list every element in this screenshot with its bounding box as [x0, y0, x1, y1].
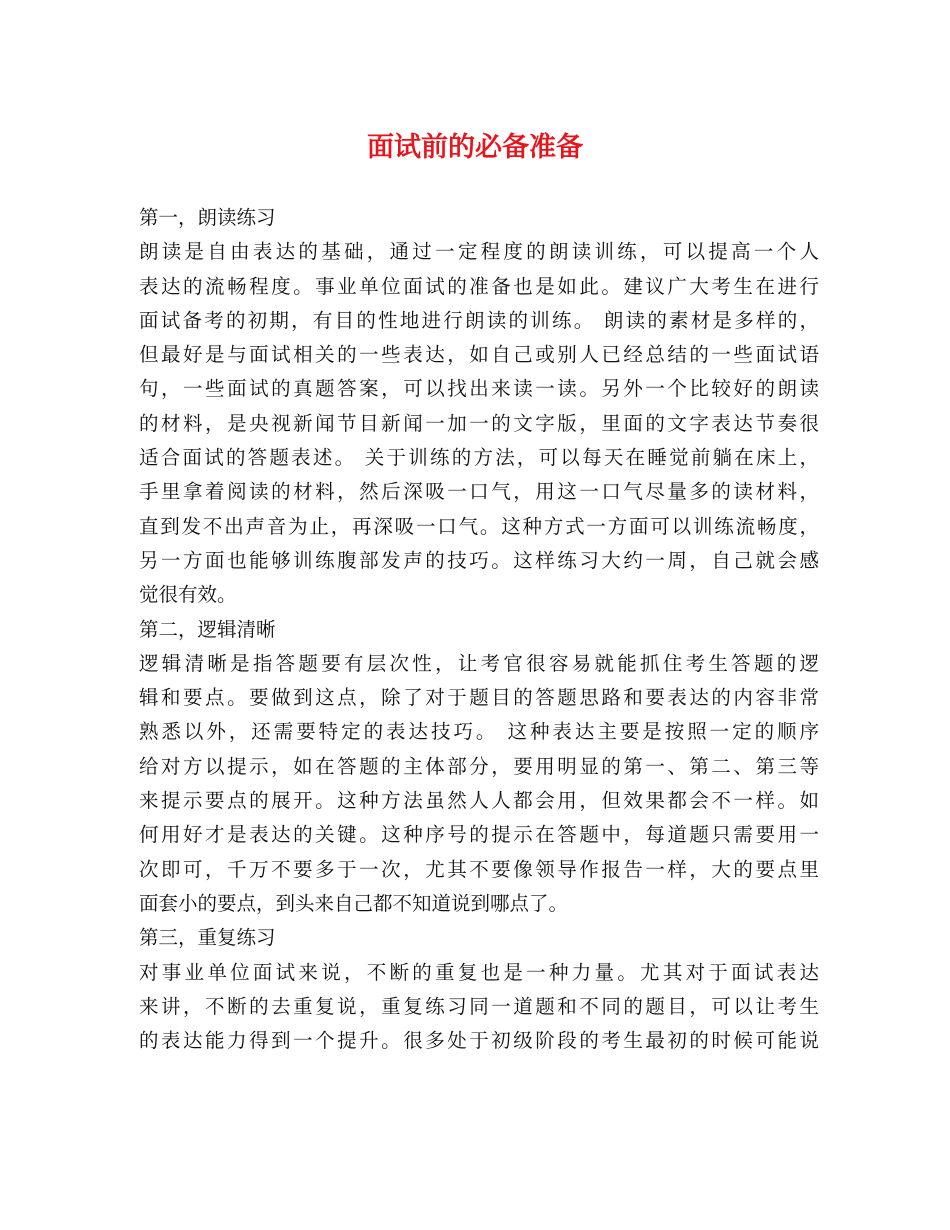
paragraph-line: 句，一些面试的真题答案，可以找出来读一读。另外一个比较好的朗读: [139, 377, 819, 401]
paragraph-line: 何用好才是表达的关键。这种序号的提示在答题中，每道题只需要用一: [139, 823, 819, 847]
paragraph-line: 辑和要点。要做到这点，除了对于题目的答题思路和要表达的内容非常: [139, 686, 819, 710]
paragraph-line: 手里拿着阅读的材料，然后深吸一口气，用这一口气尽量多的读材料，: [139, 480, 819, 504]
document-body: [139, 201, 819, 1058]
paragraph-line: 表达的流畅程度。事业单位面试的准备也是如此。建议广大考生在进行: [139, 274, 819, 298]
paragraph-line: 面套小的要点，到头来自己都不知道说到哪点了。: [139, 891, 569, 915]
paragraph-line: 的表达能力得到一个提升。很多处于初级阶段的考生最初的时候可能说: [139, 1029, 819, 1053]
section-heading: 第三，重复练习: [139, 926, 276, 950]
paragraph-line: 来讲，不断的去重复说，重复练习同一道题和不同的题目，可以让考生: [139, 994, 819, 1018]
paragraph-line: 熟悉以外，还需要特定的表达技巧。 这种表达主要是按照一定的顺序: [139, 720, 819, 744]
paragraph-line: 朗读是自由表达的基础，通过一定程度的朗读训练，可以提高一个人: [139, 240, 819, 264]
paragraph-line: 对事业单位面试来说，不断的重复也是一种力量。尤其对于面试表达: [139, 960, 819, 984]
paragraph-line: 次即可，千万不要多于一次，尤其不要像领导作报告一样，大的要点里: [139, 857, 819, 881]
section-heading: 第一，朗读练习: [139, 206, 276, 229]
section-heading: 第二，逻辑清晰: [139, 617, 276, 641]
paragraph-line: 觉很有效。: [139, 583, 237, 607]
paragraph-line: 来提示要点的展开。这种方法虽然人人都会用，但效果都会不一样。如: [139, 789, 819, 813]
paragraph-line: 另一方面也能够训练腹部发声的技巧。这样练习大约一周，自己就会感: [139, 548, 819, 572]
paragraph-line: 直到发不出声音为止，再深吸一口气。这种方式一方面可以训练流畅度，: [139, 514, 819, 538]
paragraph-line: 逻辑清晰是指答题要有层次性，让考官很容易就能抓住考生答题的逻: [139, 651, 819, 675]
paragraph-line: 给对方以提示，如在答题的主体部分，要用明显的第一、第二、第三等: [139, 754, 819, 778]
document-title: 面试前的必备准备: [367, 132, 583, 163]
paragraph-line: 适合面试的答题表述。 关于训练的方法，可以每天在睡觉前躺在床上，: [139, 446, 819, 470]
paragraph-line: 的材料，是央视新闻节目新闻一加一的文字版，里面的文字表达节奏很: [139, 411, 819, 435]
paragraph-line: 面试备考的初期，有目的性地进行朗读的训练。 朗读的素材是多样的，: [139, 308, 819, 332]
paragraph-line: 但最好是与面试相关的一些表达，如自己或别人已经总结的一些面试语: [139, 343, 819, 367]
